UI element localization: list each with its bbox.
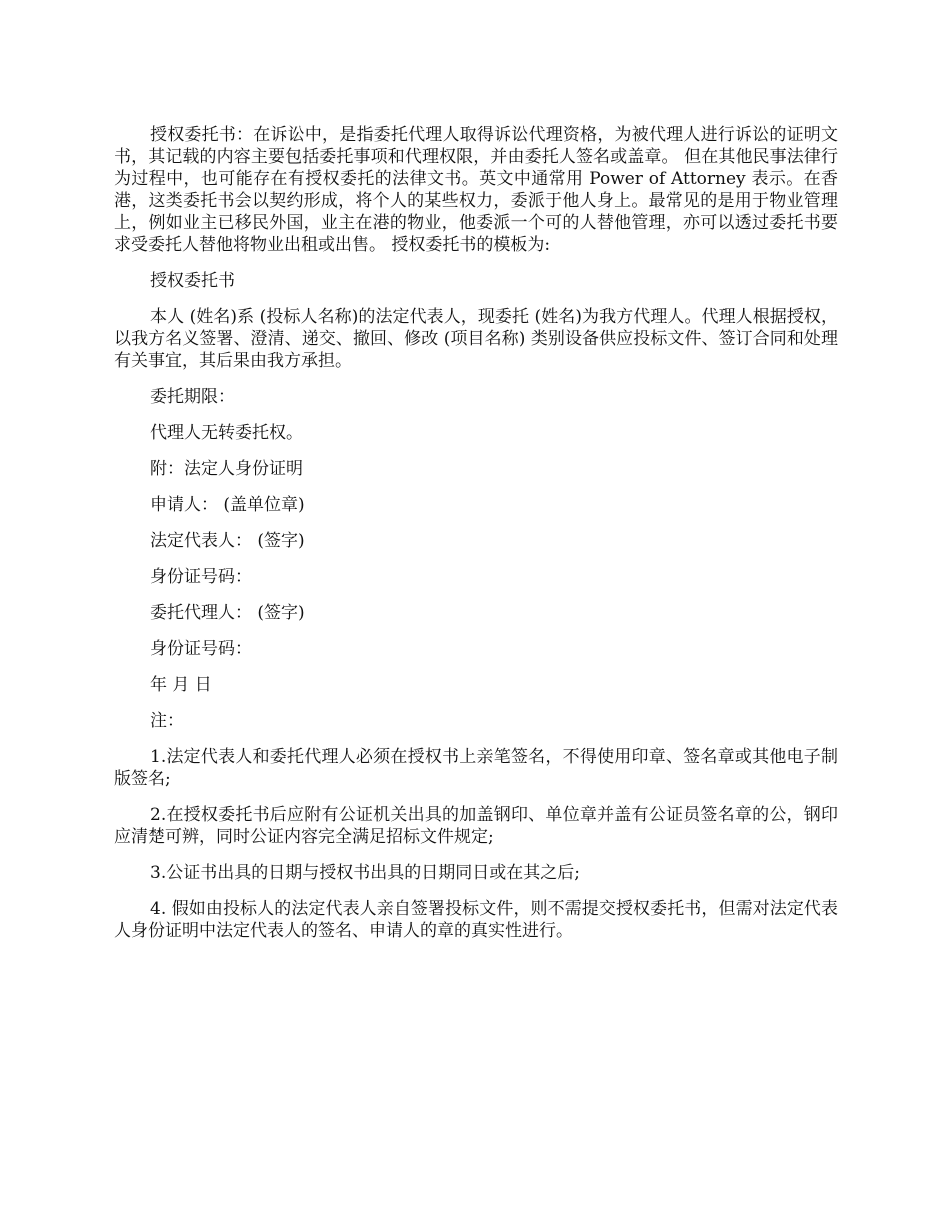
no-transfer-line: 代理人无转委托权。 bbox=[150, 423, 303, 443]
id-number-line: 身份证号码： bbox=[150, 639, 252, 659]
note-label: 注： bbox=[150, 711, 184, 731]
note-item: 1.法定代表人和委托代理人必须在授权书上亲笔签名，不得使用印章、签名章或其他电子制版签名; bbox=[114, 747, 838, 789]
note-item: 3.公证书出具的日期与授权书出具的日期同日或在其之后; bbox=[150, 863, 580, 883]
attachment-line: 附：法定人身份证明 bbox=[150, 459, 303, 479]
note-item: 4. 假如由投标人的法定代表人亲自签署投标文件，则不需提交授权委托书，但需对法定代表人身份证明中法定代表人的签名、申请人的章的真实性进行。 bbox=[114, 899, 838, 941]
agent-line: 委托代理人： (签字) bbox=[150, 603, 305, 623]
term-line: 委托期限： bbox=[150, 387, 235, 407]
document-page bbox=[114, 124, 838, 956]
note-item: 2.在授权委托书后应附有公证机关出具的加盖钢印、单位章并盖有公证员签名章的公，钢印应清楚可辨，同时公证内容完全满足招标文件规定; bbox=[114, 805, 838, 847]
applicant-line: 申请人： (盖单位章) bbox=[150, 495, 305, 515]
intro-paragraph: 授权委托书：在诉讼中，是指委托代理人取得诉讼代理资格，为被代理人进行诉讼的证明文书，其记载的内容主要包括委托事项和代理权限，并由委托人签名或盖章。 但在其他民事法律行为过程中，也可能存在有授权委托的法律文书。英文中通常用 Power of Attorney 表示。在香港，这类委托书会以契约形成，将个人的某些权力，委派于他人身上。最常见的是用于物业管理上，例如业主已移民外国，业主在港的物业，他委派一个可的人替他管理，亦可以透过委托书要求受委托人替他将物业出租或出售。 授权委托书的模板为: bbox=[114, 125, 838, 255]
date-line: 年 月 日 bbox=[150, 675, 212, 695]
id-number-line: 身份证号码： bbox=[150, 567, 252, 587]
legal-rep-line: 法定代表人： (签字) bbox=[150, 531, 305, 551]
body-paragraph: 本人 (姓名)系 (投标人名称)的法定代表人，现委托 (姓名)为我方代理人。代理人根据授权，以我方名义签署、澄清、递交、撤回、修改 (项目名称) 类别设备供应投标文件、签订合同和处理有关事宜，其后果由我方承担。 bbox=[114, 307, 838, 371]
template-title: 授权委托书 bbox=[150, 271, 235, 291]
